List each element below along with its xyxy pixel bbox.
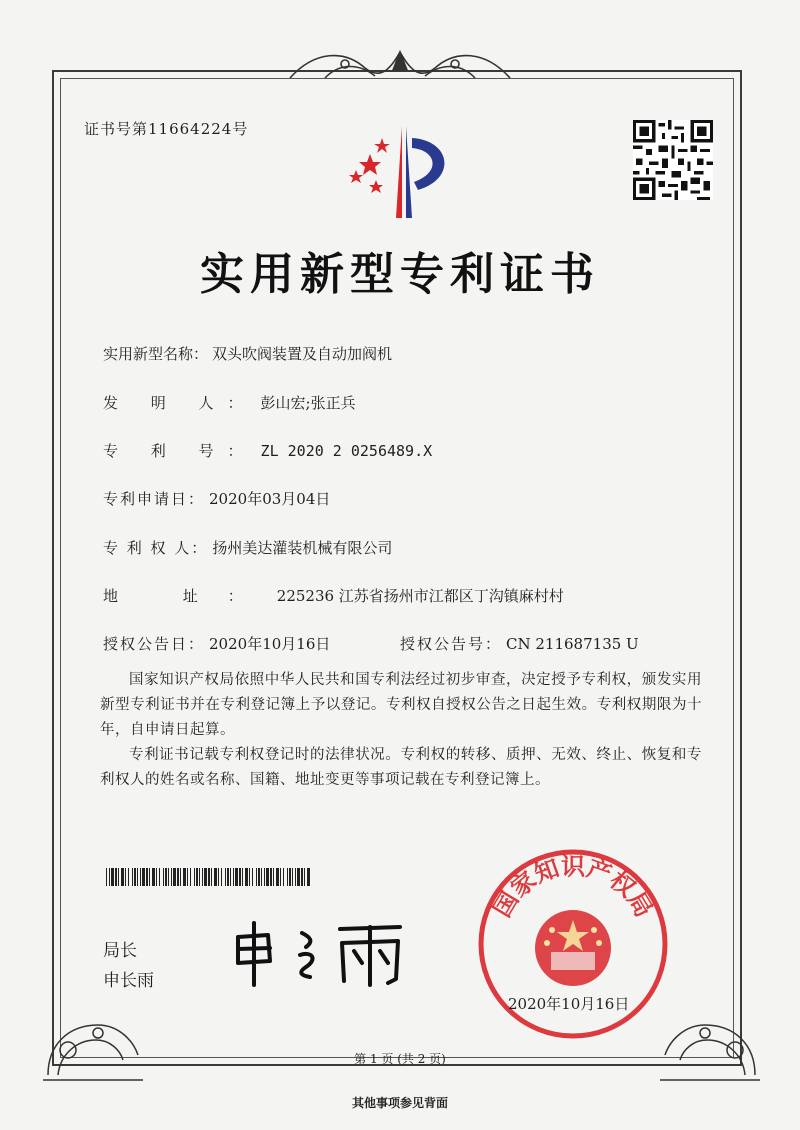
body-paragraph-2: 专利证书记载专利权登记时的法律状况。专利权的转移、质押、无效、终止、恢复和专利权人的姓名或名称、国籍、地址变更等事项记载在专利登记簿上。 xyxy=(100,747,702,788)
grant-date-value: 2020年10月16日 xyxy=(209,635,331,653)
utility-name-value: 双头吹阀装置及自动加阀机 xyxy=(212,345,393,363)
inventor-value: 彭山宏;张正兵 xyxy=(260,394,356,412)
seal-text: 国家知识产权局 xyxy=(487,852,659,923)
inventor-row xyxy=(103,392,356,413)
address-value: 225236 江苏省扬州市江都区丁沟镇麻村村 xyxy=(276,587,564,605)
patentee-row xyxy=(103,537,392,558)
patent-number-value: ZL 2020 2 0256489.X xyxy=(260,442,433,460)
utility-name-row xyxy=(103,343,392,364)
patent-office-emblem xyxy=(340,118,470,223)
grant-number-row xyxy=(400,633,639,654)
application-date-label: 专利申请日： xyxy=(103,490,206,508)
grant-number-label: 授权公告号： xyxy=(400,635,503,653)
application-date-row xyxy=(103,488,330,509)
grant-date-row xyxy=(103,633,330,654)
patent-number-label: 专 利 号： xyxy=(103,442,257,460)
top-ornament xyxy=(285,40,515,90)
barcode xyxy=(106,868,310,886)
director-signature xyxy=(230,915,420,990)
page-number: 第 1 页 (共 2 页) xyxy=(354,1052,446,1066)
qr-code xyxy=(633,120,713,200)
back-note: 其他事项参见背面 xyxy=(351,1096,448,1110)
bottom-right-ornament xyxy=(655,995,765,1085)
inventor-label: 发 明 人： xyxy=(103,394,257,412)
director-name: 申长雨 xyxy=(103,971,154,991)
bottom-left-ornament xyxy=(38,995,148,1085)
utility-name-label: 实用新型名称： xyxy=(103,345,209,363)
grant-date-label: 授权公告日： xyxy=(103,635,206,653)
grant-number-value: CN 211687135 U xyxy=(506,635,639,653)
seal-date: 2020年10月16日 xyxy=(508,995,630,1013)
patentee-label: 专 利 权 人： xyxy=(103,539,209,557)
patentee-value: 扬州美达灌装机械有限公司 xyxy=(212,539,393,557)
certificate-number: 证书号第11664224号 xyxy=(84,120,249,138)
director-title: 局长 xyxy=(103,941,137,961)
certificate-title: 实用新型专利证书 xyxy=(200,249,600,300)
address-label: 地 址： xyxy=(103,587,273,605)
body-paragraph-1: 国家知识产权局依照中华人民共和国专利法经过初步审查，决定授予专利权，颁发实用新型专利证书并在专利登记簿上予以登记。专利权自授权公告之日起生效。专利权期限为十年，自申请日起算。 xyxy=(100,672,702,738)
application-date-value: 2020年03月04日 xyxy=(209,490,331,508)
address-row xyxy=(103,585,564,606)
patent-number-row xyxy=(103,440,432,461)
